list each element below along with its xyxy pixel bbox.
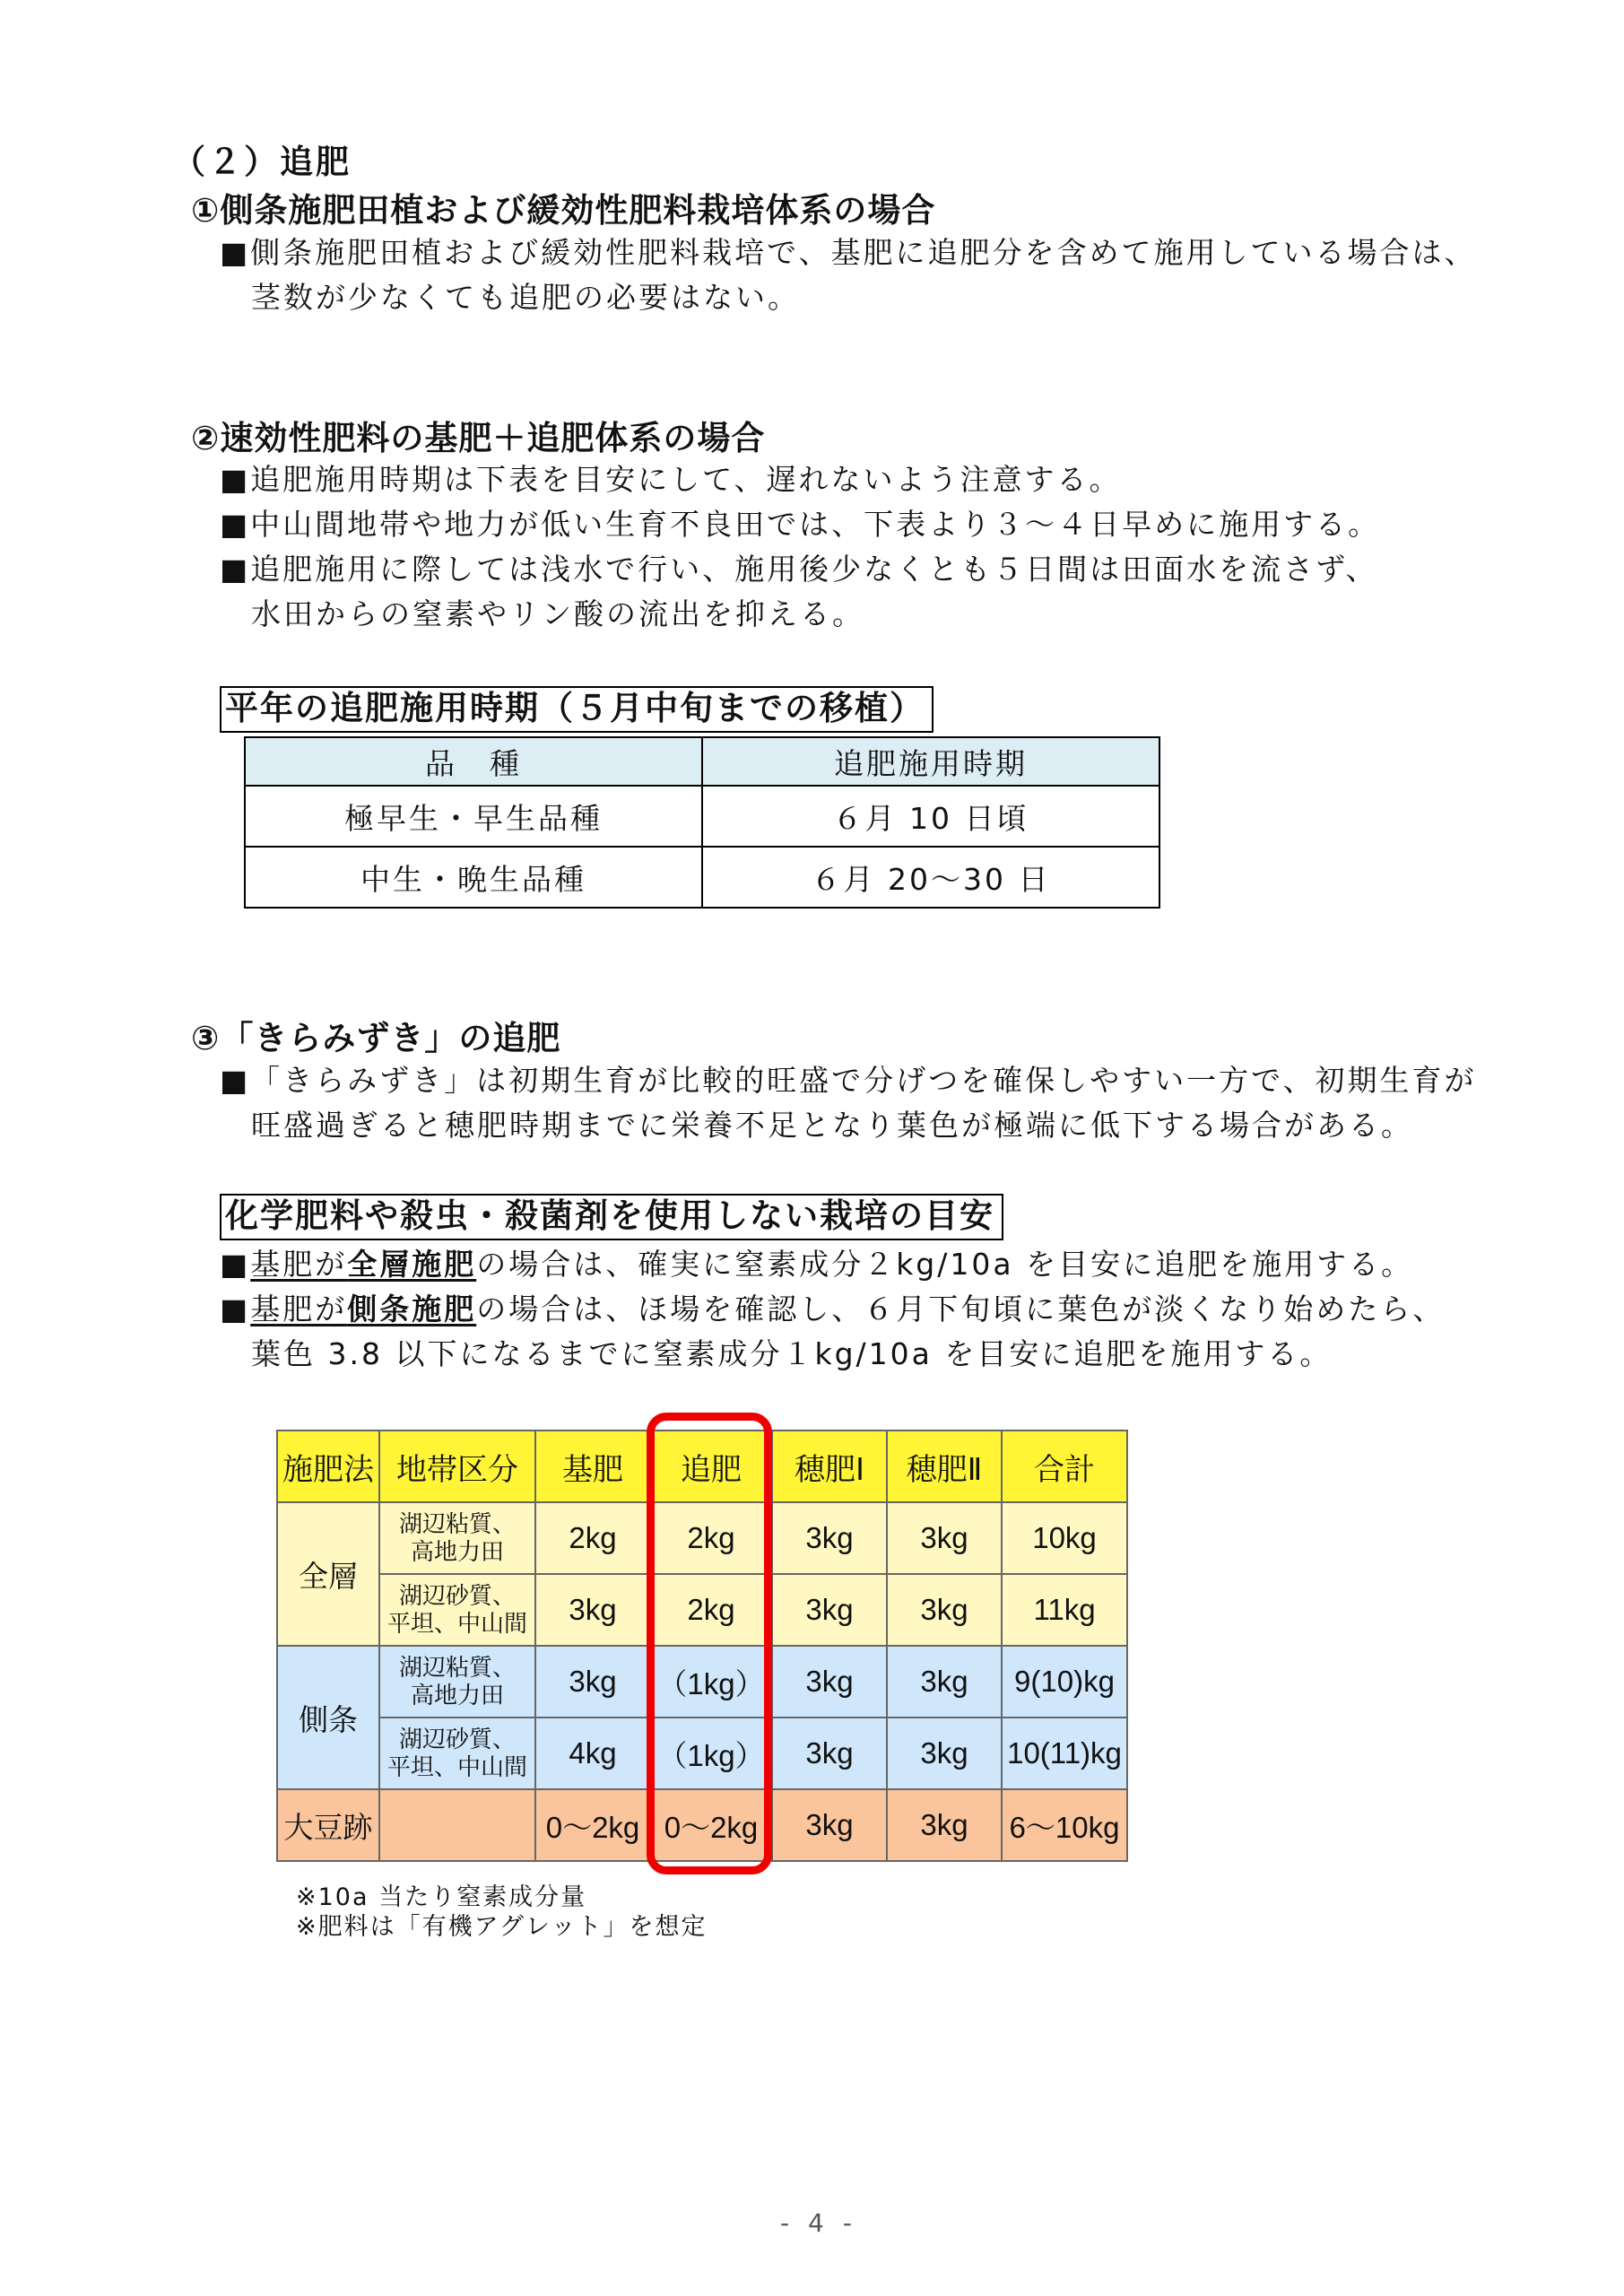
bullet: ■ — [220, 1292, 251, 1326]
value-cell: （1kg） — [650, 1718, 772, 1789]
organic-line-2 — [220, 1287, 1445, 1332]
organic-title: 化学肥料や殺虫・殺菌剤を使用しない栽培の目安 — [220, 1194, 1003, 1240]
value-cell: 10kg — [1002, 1502, 1127, 1574]
sub1-title: ①側条施肥田植および緩効性肥料栽培体系の場合 — [191, 191, 936, 230]
header-panicle-2: 穂肥Ⅱ — [887, 1431, 1002, 1502]
sub2-line-2: ■中山間地帯や地力が低い生育不良田では、下表より３～４日早めに施用する。 — [220, 507, 1381, 542]
value-cell: 3kg — [887, 1502, 1002, 1574]
value-cell: 3kg — [772, 1718, 887, 1789]
table1-title: 平年の追肥施用時期（５月中旬までの移植） — [220, 686, 934, 733]
value-cell: 9(10)kg — [1002, 1646, 1127, 1718]
value-cell: 3kg — [772, 1502, 887, 1574]
timing-cell: ６月 10 日頃 — [702, 786, 1159, 847]
table-header-row — [245, 737, 1159, 786]
sub3-line-1: ■「きらみずき」は初期生育が比較的旺盛で分げつを確保しやすい一方で、初期生育が — [220, 1063, 1477, 1098]
value-cell: 6～10kg — [1002, 1789, 1127, 1861]
topdress-column-highlight — [647, 1413, 772, 1874]
sub3-line-2: 旺盛過ぎると穂肥時期までに栄養不足となり葉色が極端に低下する場合がある。 — [251, 1108, 1413, 1143]
value-cell: 3kg — [772, 1646, 887, 1718]
emph-full-layer: 全層施肥 — [347, 1247, 477, 1282]
value-cell: 3kg — [772, 1789, 887, 1861]
zone-line-2: 平坦、中山間 — [386, 1610, 527, 1637]
table-note-2: ※肥料は「有機アグレット」を想定 — [296, 1913, 708, 1941]
zone-line-1: 湖辺砂質、 — [398, 1726, 516, 1752]
sub2-line-4: 水田からの窒素やリン酸の流出を抑える。 — [251, 596, 864, 631]
value-cell: 10(11)kg — [1002, 1718, 1127, 1789]
organic-line-1 — [220, 1242, 1413, 1287]
table-note-1: ※10a 当たり窒素成分量 — [296, 1883, 587, 1911]
zone-cell — [379, 1574, 535, 1646]
value-cell: 0～2kg — [650, 1789, 772, 1861]
header-total: 合計 — [1002, 1431, 1127, 1502]
header-panicle-1: 穂肥Ⅰ — [772, 1431, 887, 1502]
value-cell: 2kg — [650, 1574, 772, 1646]
emph-basal: 基肥が — [250, 1247, 348, 1282]
zone-cell — [379, 1789, 535, 1861]
emph-side-row: 側条施肥 — [347, 1292, 477, 1326]
header-basal: 基肥 — [535, 1431, 650, 1502]
value-cell: 2kg — [535, 1502, 650, 1574]
zone-line-2: 高地力田 — [410, 1538, 504, 1565]
organic-line-3: 葉色 3.8 以下になるまでに窒素成分１kg/10a を目安に追肥を施用する。 — [251, 1336, 1333, 1371]
header-timing: 追肥施用時期 — [702, 737, 1159, 786]
value-cell: 3kg — [887, 1789, 1002, 1861]
method-cell: 全層 — [277, 1502, 379, 1646]
sub2-title: ②速効性肥料の基肥＋追肥体系の場合 — [191, 419, 766, 457]
sub1-line-1: ■側条施肥田植および緩効性肥料栽培で、基肥に追肥分を含めて施用している場合は、 — [220, 235, 1477, 270]
zone-line-2: 平坦、中山間 — [386, 1753, 527, 1780]
value-cell: 4kg — [535, 1718, 650, 1789]
value-cell: 0～2kg — [535, 1789, 650, 1861]
method-cell: 側条 — [277, 1646, 379, 1789]
zone-line-1: 湖辺砂質、 — [398, 1582, 516, 1609]
method-cell: 大豆跡 — [277, 1789, 379, 1861]
table-row — [245, 786, 1159, 847]
zone-line-1: 湖辺粘質、 — [398, 1510, 516, 1537]
value-cell: 3kg — [887, 1574, 1002, 1646]
sub1-line-2: 茎数が少なくても追肥の必要はない。 — [251, 280, 800, 315]
zone-cell — [379, 1718, 535, 1789]
timing-cell: ６月 20～30 日 — [702, 847, 1159, 908]
value-cell: 3kg — [535, 1646, 650, 1718]
timing-table — [244, 736, 1160, 909]
value-cell: 11kg — [1002, 1574, 1127, 1646]
zone-line-1: 湖辺粘質、 — [398, 1654, 516, 1681]
bullet: ■ — [220, 1247, 251, 1282]
sub2-line-1: ■追肥施用時期は下表を目安にして、遅れないよう注意する。 — [220, 462, 1122, 497]
page-number: - 4 - — [780, 2208, 857, 2238]
table-row — [245, 847, 1159, 908]
header-variety: 品 種 — [245, 737, 702, 786]
value-cell: 3kg — [772, 1574, 887, 1646]
organic-line-1-rest: の場合は、確実に窒素成分２kg/10a を目安に追肥を施用する。 — [476, 1247, 1414, 1282]
value-cell: 3kg — [887, 1718, 1002, 1789]
value-cell: 3kg — [535, 1574, 650, 1646]
zone-cell — [379, 1646, 535, 1718]
variety-cell: 中生・晩生品種 — [245, 847, 702, 908]
header-topdress: 追肥 — [650, 1431, 772, 1502]
variety-cell: 極早生・早生品種 — [245, 786, 702, 847]
value-cell: 2kg — [650, 1502, 772, 1574]
sub3-title: ③「きらみずき」の追肥 — [191, 1019, 561, 1057]
section-title: （２）追肥 — [172, 143, 352, 181]
value-cell: （1kg） — [650, 1646, 772, 1718]
sub2-line-3: ■追肥施用に際しては浅水で行い、施用後少なくとも５日間は田面水を流さず、 — [220, 552, 1378, 587]
value-cell: 3kg — [887, 1646, 1002, 1718]
zone-line-2: 高地力田 — [410, 1682, 504, 1709]
header-method: 施肥法 — [277, 1431, 379, 1502]
emph-basal: 基肥が — [250, 1292, 348, 1326]
zone-cell — [379, 1502, 535, 1574]
organic-line-2-rest: の場合は、ほ場を確認し、６月下旬頃に葉色が淡くなり始めたら、 — [476, 1292, 1446, 1326]
header-zone: 地帯区分 — [379, 1431, 535, 1502]
